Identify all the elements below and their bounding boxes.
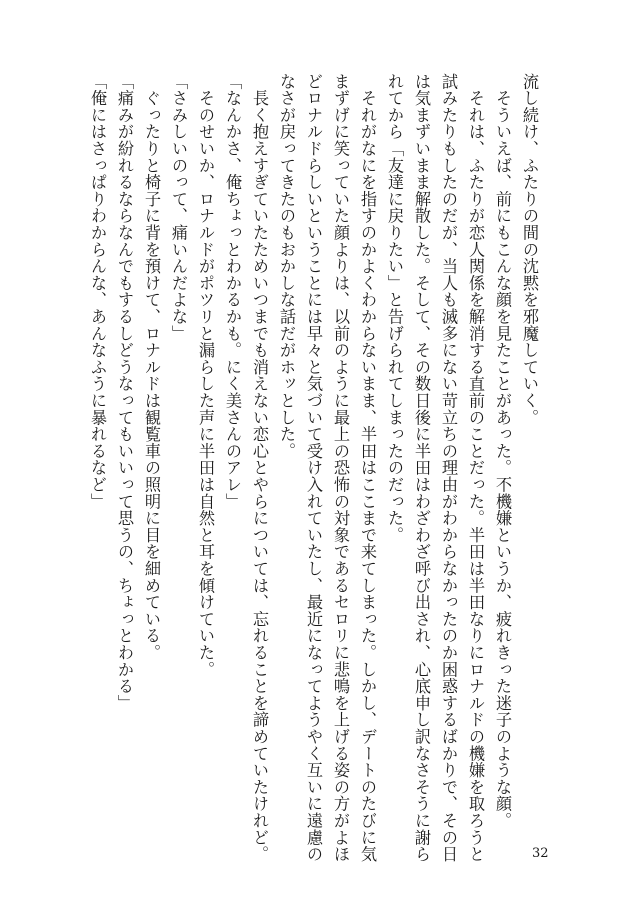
text-line: そういえば、前にもこんな顔を見たことがあった。不機嫌というか、疲れきった迷子のような顔。 xyxy=(493,73,512,829)
text-line: なさが戻ってきたのもおかしな話だがホッとした。 xyxy=(277,73,296,460)
text-line: それは、ふたりが恋人関係を解消する直前のことだった。半田は半田なりにロナルドの機嫌を取ろうと xyxy=(466,73,485,863)
text-line: それがなにを指すのかよくわからないまま、半田はここまで来てしまった。しかし、デートのたびに気 xyxy=(358,73,377,863)
text-line: 流し続け、ふたりの間の沈黙を邪魔していく。 xyxy=(520,73,539,426)
text-line: 長く抱えすぎていたためいつまでも消えない恋心とやらについては、忘れることを諦めていたけれど。 xyxy=(250,73,269,863)
text-line: まずげに笑っていた顔よりは、以前のように最上の恐怖の対象であるセロリに悲鳴を上げる姿の方がよほ xyxy=(331,73,350,863)
text-line: どロナルドらしいということには早々と気づいて受け入れていたし、最近になってようやく互いに遠慮の xyxy=(304,73,323,863)
text-line: 「なんかさ、俺ちょっとわかるかも。にく美さんのアレ」 xyxy=(223,73,242,510)
text-line: 「さみしいのって、痛いんだよな」 xyxy=(169,73,188,342)
text-line: 試みたりもしたのだが、当人も滅多にない苛立ちの理由がわからなかったのか困惑するばかりで、その日 xyxy=(439,73,458,863)
text-line: そのせいか、ロナルドがポツリと漏らした声に半田は自然と耳を傾けていた。 xyxy=(196,73,215,678)
text-line: は気まずいまま解散した。そして、その数日後に半田はわざわざ呼び出され、心底申し訳なさそうに謝ら xyxy=(412,73,431,863)
text-line: 「俺にはさっぱりわからんな、あんなふうに暴れるなど」 xyxy=(88,73,107,510)
page-number: 32 xyxy=(532,846,549,861)
text-line: 「痛みが紛れるならなんでもするしどうなってもいいって思うの、ちょっとわかる」 xyxy=(115,73,134,712)
text-line: れてから「友達に戻りたい」と告げられてしまったのだった。 xyxy=(385,73,404,544)
text-line: ぐったりと椅子に背を預けて、ロナルドは観覧車の照明に目を細めている。 xyxy=(142,73,161,661)
